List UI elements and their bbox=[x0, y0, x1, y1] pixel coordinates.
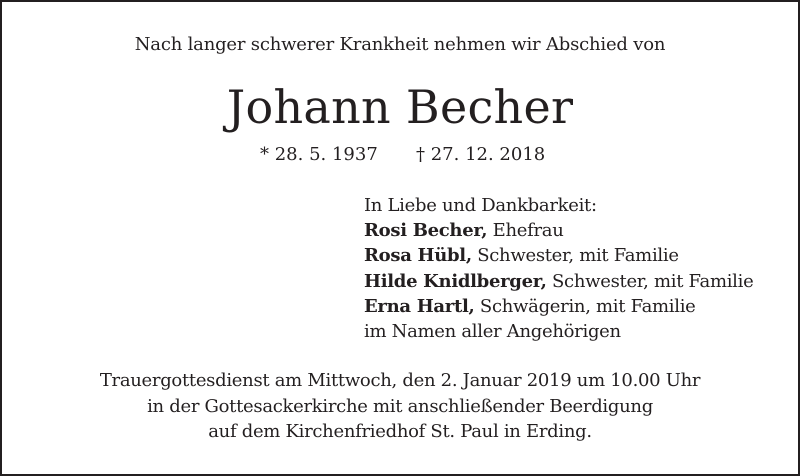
service-details bbox=[2, 368, 798, 445]
deceased-name: Johann Becher bbox=[226, 80, 574, 134]
mourner-entry bbox=[364, 269, 753, 294]
mourner-relation: Ehefrau bbox=[487, 220, 564, 242]
death-date: † 27. 12. 2018 bbox=[416, 144, 546, 165]
mourners-closing: im Namen aller Angehörigen bbox=[364, 321, 621, 343]
mourner-name: Erna Hartl, bbox=[364, 295, 475, 317]
service-line: in der Gottesackerkirche mit anschließender Beerdigung bbox=[147, 395, 653, 417]
mourner-relation: Schwester, mit Familie bbox=[546, 270, 754, 292]
mourners-list bbox=[364, 193, 753, 344]
mourner-entry bbox=[364, 218, 753, 243]
birth-date: * 28. 5. 1937 bbox=[260, 144, 378, 165]
service-line: Trauergottesdienst am Mittwoch, den 2. Januar 2019 um 10.00 Uhr bbox=[99, 370, 701, 391]
mourner-entry bbox=[364, 294, 753, 319]
mourner-relation: Schwester, mit Familie bbox=[471, 245, 679, 267]
mourner-name: Rosi Becher, bbox=[364, 220, 488, 242]
mourner-name: Hilde Knidlberger, bbox=[364, 270, 547, 292]
intro-text: Nach langer schwerer Krankheit nehmen wir Abschied von bbox=[134, 34, 666, 55]
mourner-name: Rosa Hübl, bbox=[364, 245, 472, 267]
mourner-relation: Schwägerin, mit Familie bbox=[474, 295, 696, 317]
mourners-heading: In Liebe und Dankbarkeit: bbox=[364, 195, 597, 216]
service-line: auf dem Kirchenfriedhof St. Paul in Erding. bbox=[208, 421, 592, 442]
mourner-entry bbox=[364, 243, 753, 268]
